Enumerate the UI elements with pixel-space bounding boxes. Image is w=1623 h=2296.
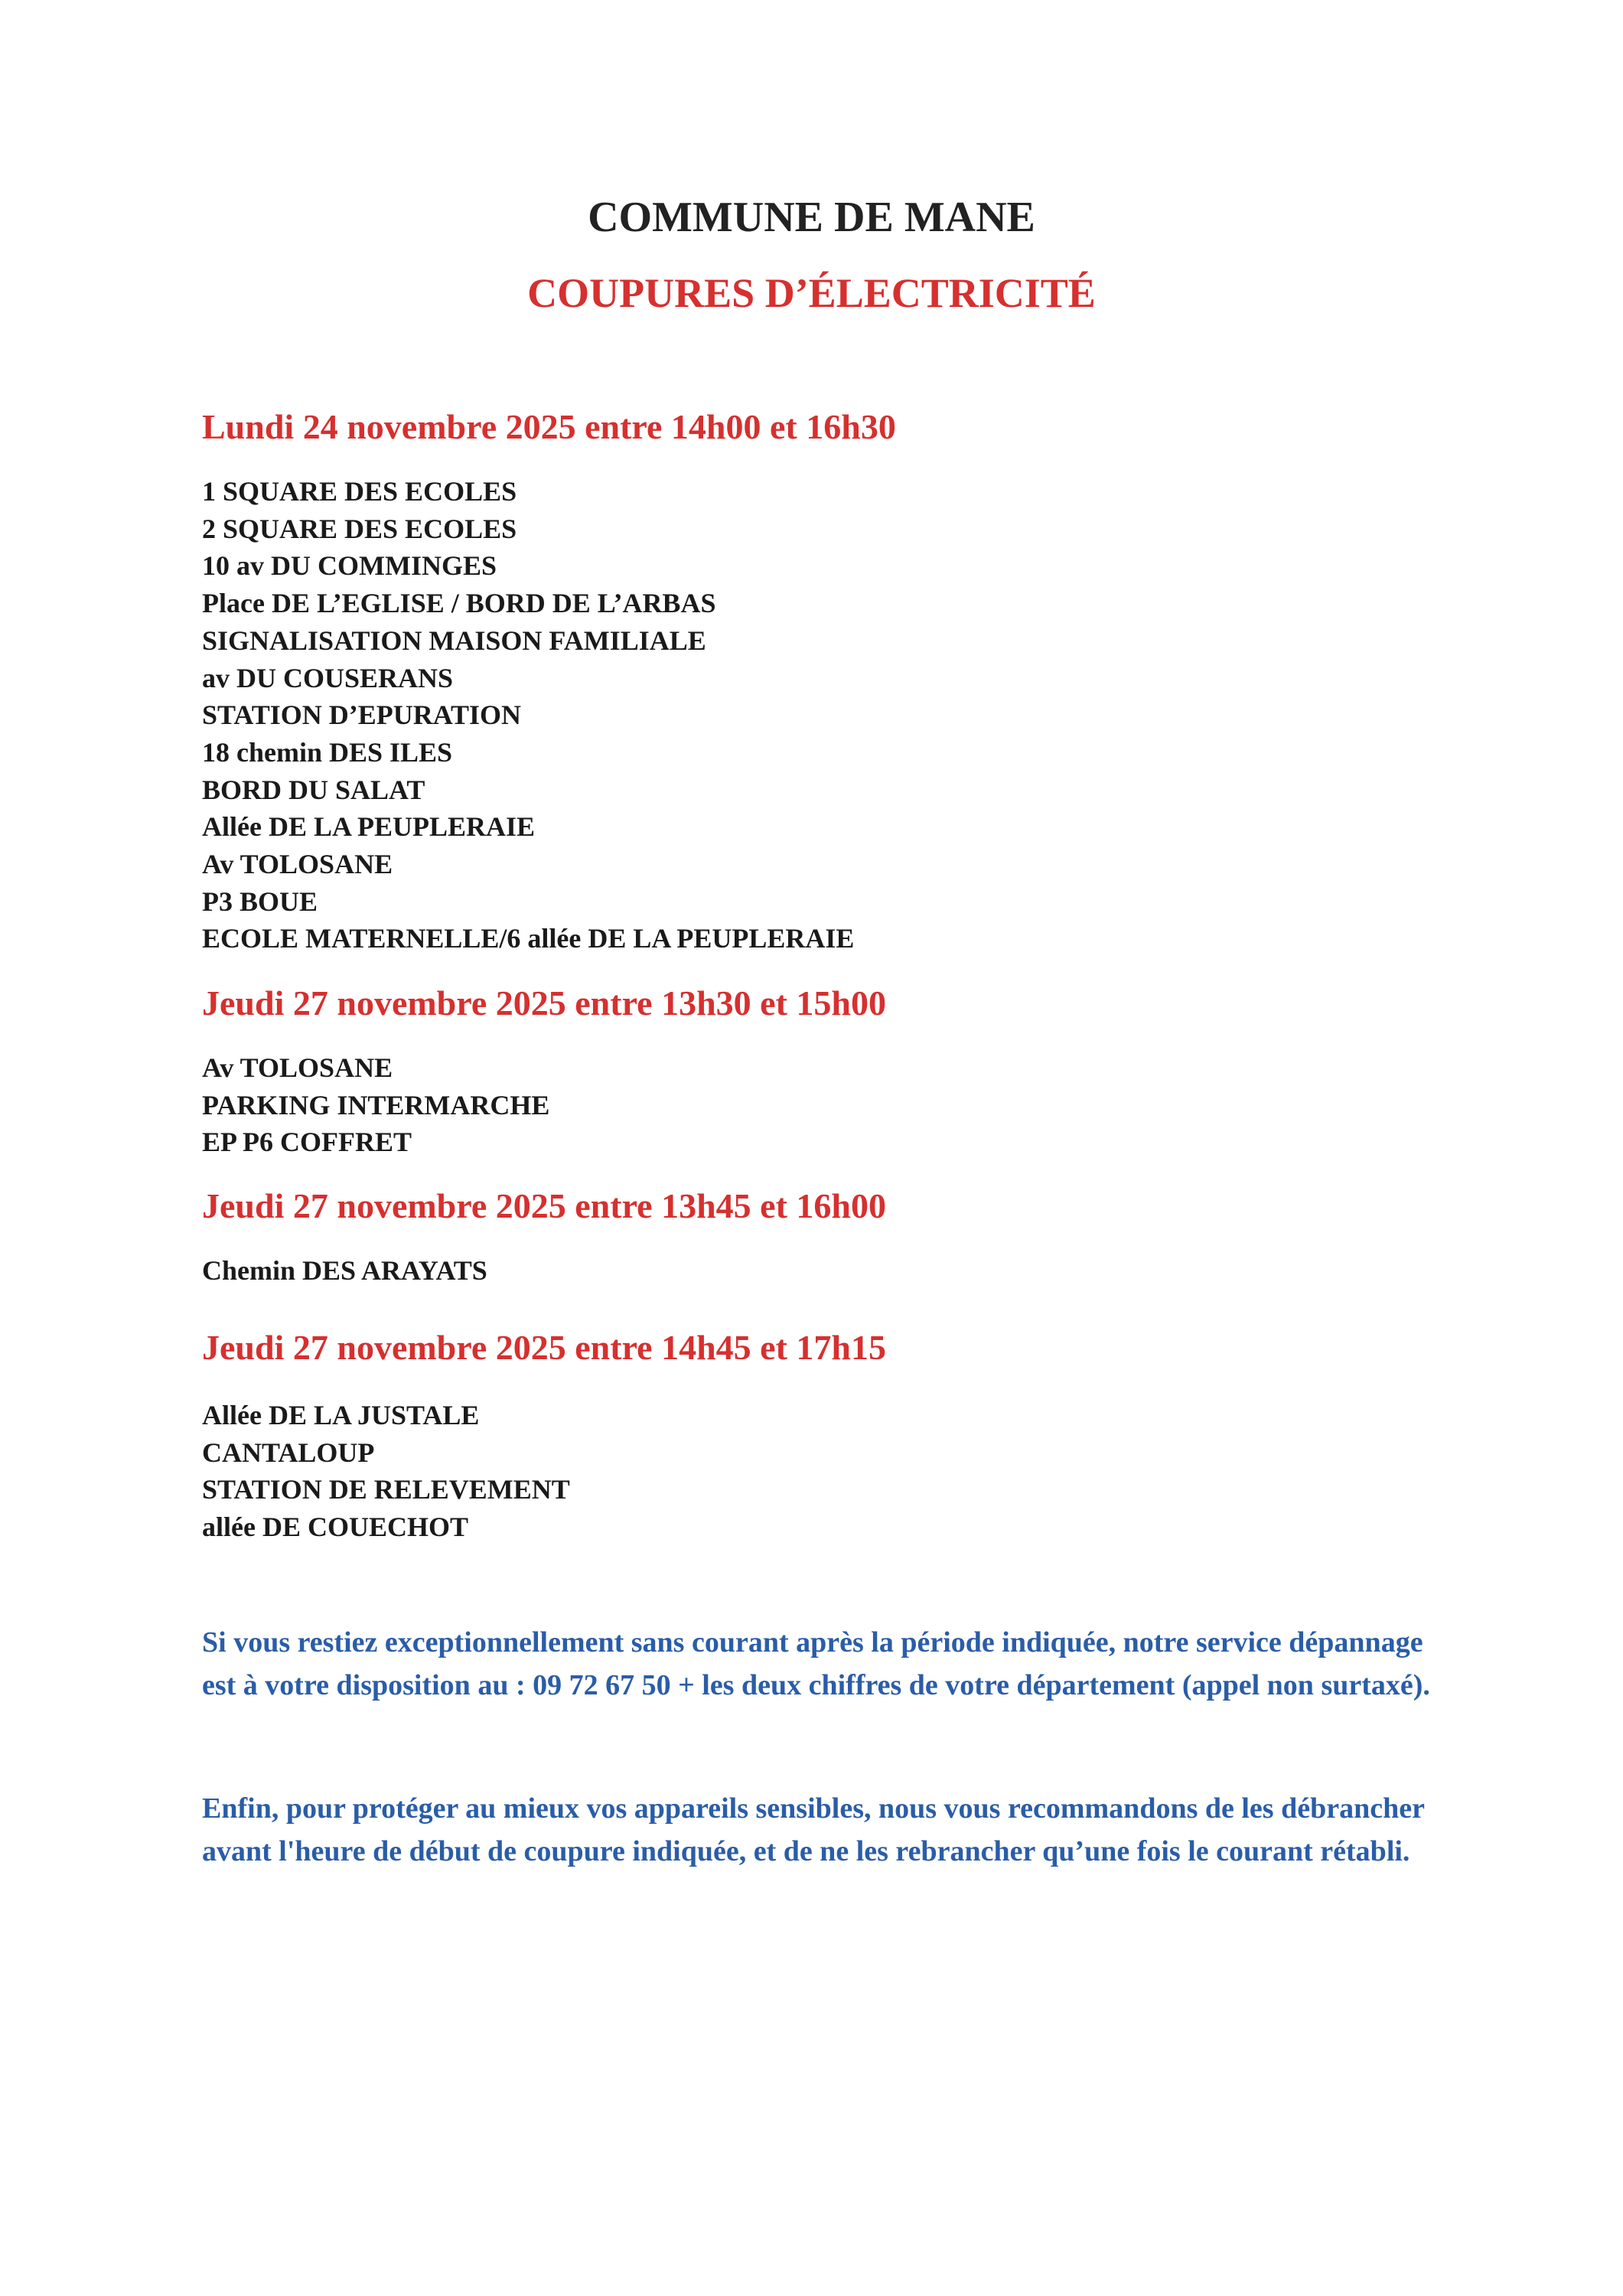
address-item: EP P6 COFFRET <box>202 1127 412 1158</box>
address-item: P3 BOUE <box>202 885 318 917</box>
address-item: allée DE COUECHOT <box>202 1512 468 1543</box>
outage-date-heading: Jeudi 27 novembre 2025 entre 13h45 et 16h00 <box>202 1186 886 1225</box>
repair-service-note: Si vous restiez exceptionnellement sans courant après la période indiquée, notre service dépannage est à votre disposition au : 09 72 67 50 + les deux chiffres de votre département (appel non surtaxé). <box>202 1626 1430 1701</box>
outage-section-4 <box>202 1326 1503 1546</box>
outage-date-heading: Jeudi 27 novembre 2025 entre 14h45 et 17h15 <box>202 1328 886 1367</box>
outage-section-2 <box>202 982 1503 1161</box>
address-item: Av TOLOSANE <box>202 1052 393 1083</box>
address-item: PARKING INTERMARCHE <box>202 1089 550 1120</box>
address-item: 1 SQUARE DES ECOLES <box>202 476 517 507</box>
commune-title: COMMUNE DE MANE <box>588 194 1035 241</box>
address-list <box>202 473 1503 957</box>
outage-date-heading: Jeudi 27 novembre 2025 entre 13h30 et 15h00 <box>202 983 886 1022</box>
power-cuts-title: COUPURES D’ÉLECTRICITÉ <box>527 270 1096 316</box>
address-item: STATION DE RELEVEMENT <box>202 1474 570 1505</box>
address-item: 10 av DU COMMINGES <box>202 550 497 582</box>
address-list <box>202 1049 1503 1161</box>
address-item: Chemin DES ARAYATS <box>202 1255 487 1286</box>
appliance-protection-note: Enfin, pour protéger au mieux vos appareils sensibles, nous vous recommandons de les débrancher avant l'heure de début de coupure indiquée, et de ne les rebrancher qu’une fois le courant rétabli. <box>202 1792 1425 1867</box>
address-item: ECOLE MATERNELLE/6 allée DE LA PEUPLERAIE <box>202 923 855 954</box>
outage-date-heading: Lundi 24 novembre 2025 entre 14h00 et 16h30 <box>202 407 896 446</box>
outage-section-3 <box>202 1185 1503 1290</box>
address-item: BORD DU SALAT <box>202 774 425 805</box>
outage-section-1 <box>202 406 1503 957</box>
address-item: 18 chemin DES ILES <box>202 736 453 768</box>
address-item: CANTALOUP <box>202 1437 375 1468</box>
address-item: Allée DE LA JUSTALE <box>202 1400 480 1430</box>
address-list <box>202 1252 1503 1290</box>
address-list <box>202 1397 1503 1546</box>
address-item: Allée DE LA PEUPLERAIE <box>202 811 536 843</box>
address-item: Av TOLOSANE <box>202 849 393 880</box>
address-item: STATION D’EPURATION <box>202 700 522 731</box>
address-item: SIGNALISATION MAISON FAMILIALE <box>202 625 706 656</box>
address-item: 2 SQUARE DES ECOLES <box>202 513 517 544</box>
address-item: Place DE L’EGLISE / BORD DE L’ARBAS <box>202 588 716 619</box>
address-item: av DU COUSERANS <box>202 662 454 693</box>
